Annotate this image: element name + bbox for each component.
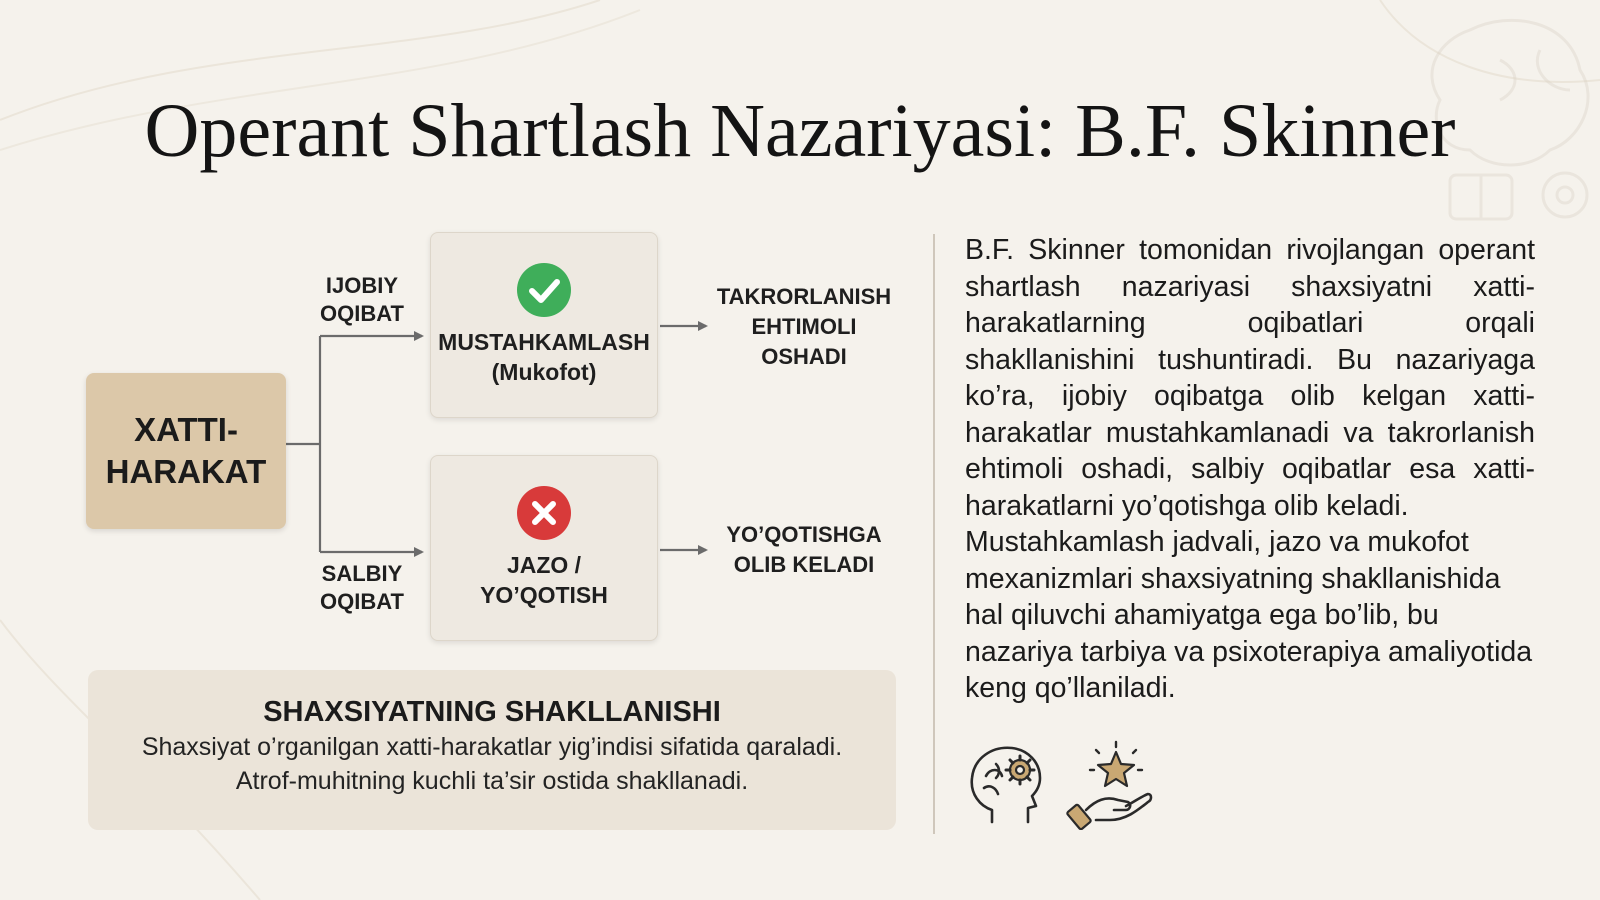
x-circle-icon [517, 486, 571, 540]
negative-outcome-text: YO’QOTISHGA OLIB KELADI [726, 522, 882, 577]
paragraph-line: Mustahkamlash jadvali, jazo va mukofot [965, 526, 1469, 558]
paragraph-line: hal qiluvchi ahamiyatga ega bo’lib, bu [965, 599, 1439, 631]
behavior-label-line1: XATTI- [134, 411, 238, 448]
punishment-box [430, 455, 658, 641]
reinforcement-box [430, 232, 658, 418]
summary-line-2: Atrof-muhitning kuchli ta’sir ostida shakllanadi. [235, 767, 749, 795]
faint-book-icon [1450, 175, 1512, 219]
check-circle-icon [517, 263, 571, 317]
hand-star-icon [1066, 740, 1156, 830]
positive-consequence-label: IJOBIY OQIBAT [320, 273, 404, 326]
punishment-label: JAZO / [506, 552, 582, 578]
paragraph-line: ko’ra, ijobiy oqibatga olib kelgan xatti- [965, 380, 1535, 412]
paragraph-line: harakatlarning oqibatlari orqali [965, 307, 1535, 339]
reward-label: (Mukofot) [491, 359, 597, 385]
description-paragraph [965, 232, 1535, 707]
summary-title: SHAXSIYATNING SHAKLLANISHI [263, 696, 721, 728]
summary-panel [88, 670, 896, 830]
negative-consequence-label: SALBIY OQIBAT [320, 561, 404, 614]
page-title: Operant Shartlash Nazariyasi: B.F. Skinner [144, 89, 1456, 173]
paragraph-line: mexanizmlari shaxsiyatning shakllanishida [965, 562, 1501, 595]
loss-label: YO’QOTISH [480, 582, 608, 608]
summary-line-1: Shaxsiyat o’rganilgan xatti-harakatlar yig’indisi sifatida qaraladi. [141, 733, 843, 761]
behavior-box [86, 373, 286, 529]
paragraph-line: shartlash nazariyasi shaxsiyatni xatti- [965, 270, 1535, 303]
paragraph-line: ehtimoli oshadi, salbiy oqibatlar esa xatti- [965, 453, 1535, 485]
paragraph-line: harakatlarni yo’qotishga olib keladi. [965, 489, 1409, 522]
paragraph-line: B.F. Skinner tomonidan rivojlangan operant [965, 234, 1535, 266]
brain-gear-icon [962, 740, 1052, 830]
paragraph-line: harakatlar mustahkamlanadi va takrorlanish [965, 416, 1535, 449]
faint-gear-icon [1543, 173, 1587, 217]
behavior-label-line2: HARAKAT [105, 453, 267, 490]
paragraph-line: nazariya tarbiya va psixoterapiya amaliyotida [965, 635, 1533, 668]
reinforcement-label: MUSTAHKAMLASH [438, 329, 650, 355]
vertical-divider [933, 234, 935, 834]
positive-outcome-text: TAKRORLANISH EHTIMOLI OSHADI [716, 284, 892, 369]
paragraph-line: shakllanishini tushuntiradi. Bu nazariyaga [965, 343, 1535, 376]
paragraph-line: keng qo’llaniladi. [965, 672, 1176, 704]
